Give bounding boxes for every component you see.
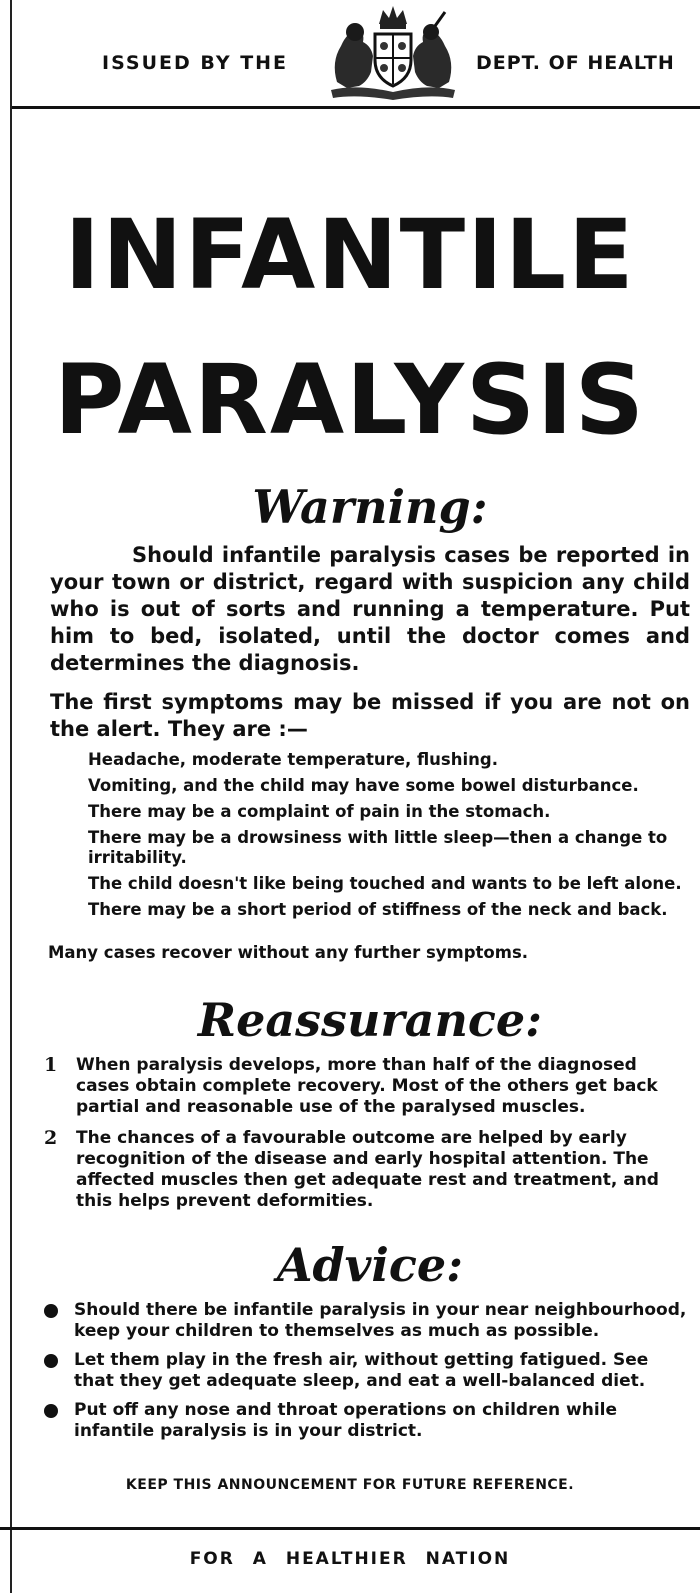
- footer-slogan: FOR A HEALTHIER NATION: [189, 1549, 511, 1569]
- coat-of-arms-icon: [317, 2, 469, 102]
- advice-item: [44, 1350, 690, 1392]
- dept-of-health-text: DEPT. OF HEALTH: [476, 52, 675, 74]
- symptom-item: There may be a complaint of pain in the stomach.: [88, 802, 551, 821]
- advice-heading: Advice:: [276, 1238, 464, 1292]
- symptom-item: There may be a drowsiness with little sleep—then a change to irritability.: [88, 828, 668, 867]
- item-text: Put off any nose and throat operations on children while infantile paralysis is in your district.: [74, 1400, 618, 1441]
- keep-notice: KEEP THIS ANNOUNCEMENT FOR FUTURE REFERENCE.: [125, 1477, 575, 1493]
- title-line-1: INFANTILE: [64, 199, 636, 311]
- title-line-2: PARALYSIS: [54, 344, 646, 456]
- advice-item: [44, 1300, 690, 1342]
- advice-item: [44, 1400, 690, 1442]
- item-number: 1: [44, 1054, 58, 1076]
- footer-divider: [0, 1527, 700, 1530]
- item-text: When paralysis develops, more than half of the diagnosed cases obtain complete recovery. Most of the others get back partial and reasonable use of the paralysed muscles.: [76, 1055, 658, 1117]
- reassurance-list: [44, 1055, 690, 1222]
- header: [12, 0, 700, 109]
- item-text: Let them play in the fresh air, without getting fatigued. See that they get adequate sleep, and eat a well-balanced diet.: [74, 1350, 649, 1391]
- advice-list: [44, 1300, 690, 1450]
- symptom-item: There may be a short period of stiffness of the neck and back.: [88, 900, 668, 919]
- symptom-list: [88, 750, 690, 926]
- issued-by-text: ISSUED BY THE: [102, 52, 289, 74]
- item-number: 2: [44, 1127, 58, 1149]
- reassurance-item: [44, 1128, 690, 1212]
- reassurance-item: [44, 1055, 690, 1118]
- warning-closing: Many cases recover without any further symptoms.: [48, 943, 529, 962]
- symptom-item: Headache, moderate temperature, flushing.: [88, 750, 498, 769]
- warning-paragraph-1: Should infantile paralysis cases be reported in your town or district, regard with suspicion any child who is out of sorts and running a temperature. Put him to bed, isolated, until the doctor comes and determines the diagnosis.: [50, 543, 690, 675]
- warning-heading: Warning:: [252, 480, 488, 534]
- bullet-icon: [44, 1304, 58, 1318]
- symptom-item: The child doesn't like being touched and wants to be left alone.: [88, 874, 682, 893]
- symptom-item: Vomiting, and the child may have some bowel disturbance.: [88, 776, 639, 795]
- warning-paragraph-2: The first symptoms may be missed if you are not on the alert. They are :—: [50, 690, 690, 741]
- item-text: The chances of a favourable outcome are helped by early recognition of the disease and early hospital attention. The affected muscles then get adequate rest and treatment, and this helps prevent deformities.: [76, 1128, 659, 1211]
- bullet-icon: [44, 1354, 58, 1368]
- bullet-icon: [44, 1404, 58, 1418]
- reassurance-heading: Reassurance:: [197, 993, 543, 1047]
- item-text: Should there be infantile paralysis in your near neighbourhood, keep your children to themselves as much as possible.: [74, 1300, 687, 1341]
